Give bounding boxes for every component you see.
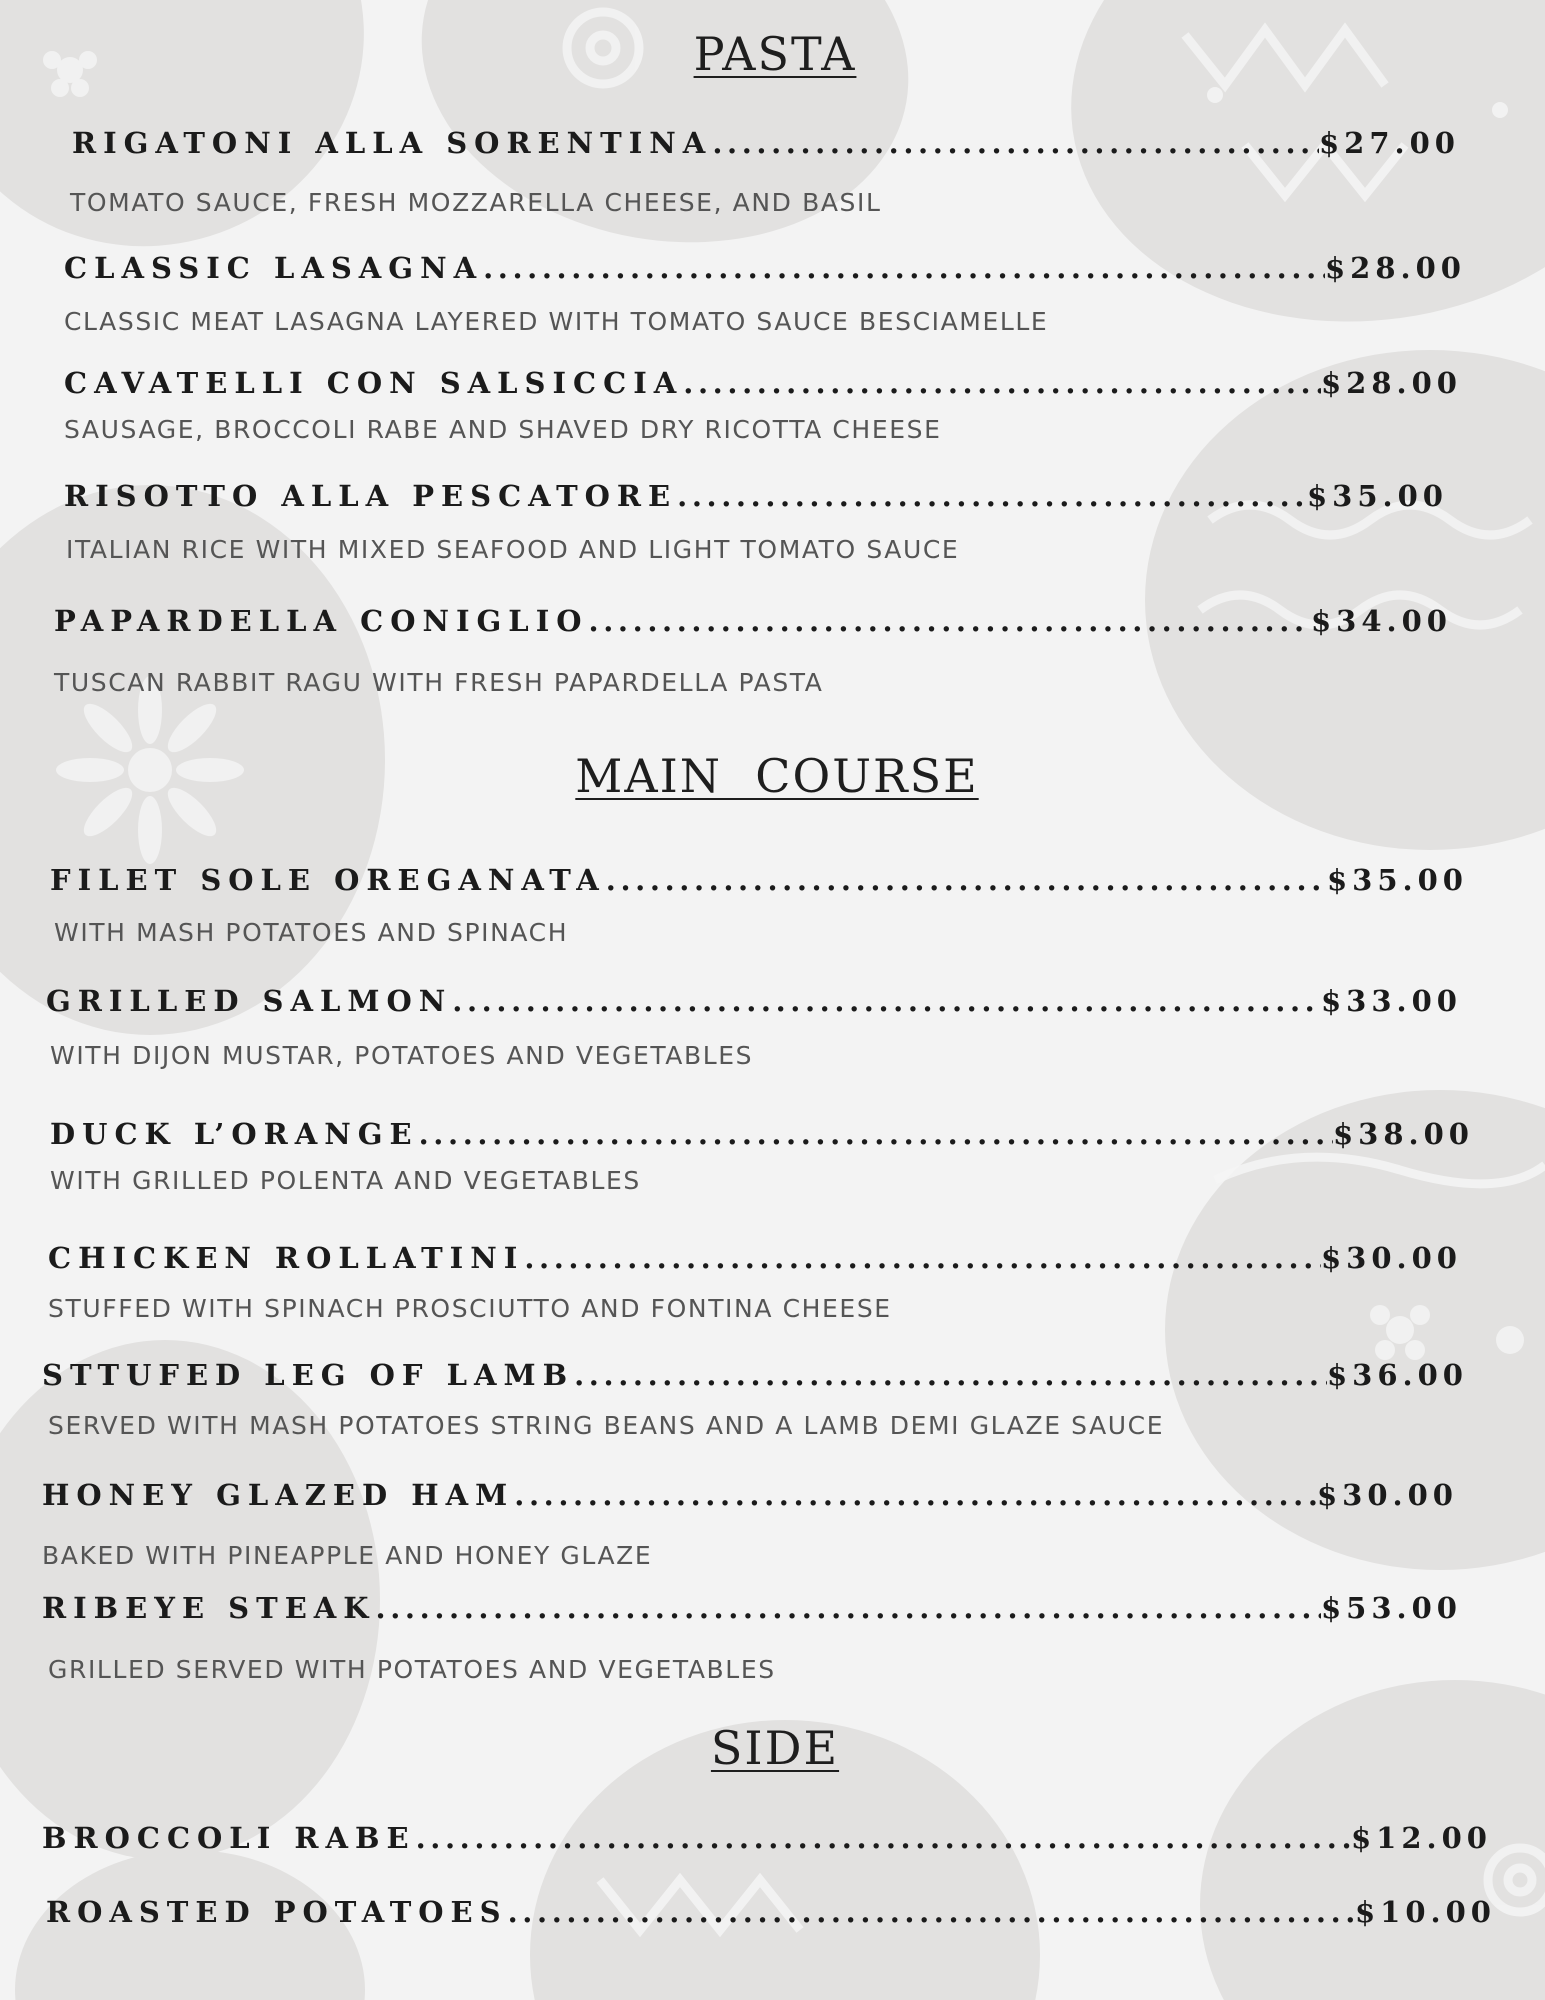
dot-leader xyxy=(508,1894,1355,1930)
dot-leader xyxy=(712,125,1319,161)
dot-leader xyxy=(524,1240,1321,1276)
section-title: PASTA xyxy=(693,27,857,81)
menu-item-price: $10.00 xyxy=(1355,1895,1496,1929)
menu-item-price: $34.00 xyxy=(1311,604,1452,638)
dot-leader xyxy=(589,603,1311,639)
dot-leader xyxy=(683,365,1321,401)
menu-item xyxy=(64,250,1466,286)
section-title: SIDE xyxy=(710,1721,840,1775)
menu-item xyxy=(46,983,1462,1019)
menu-item-description: STUFFED WITH SPINACH PROSCIUTTO AND FONTINA CHEESE xyxy=(48,1294,892,1323)
menu-item-description: TOMATO SAUCE, FRESH MOZZARELLA CHEESE, AND BASIL xyxy=(70,188,882,217)
section-title: MAIN COURSE xyxy=(575,749,979,803)
menu-item-price: $30.00 xyxy=(1317,1478,1458,1512)
dot-leader xyxy=(376,1590,1321,1626)
dot-leader xyxy=(483,250,1325,286)
menu-item xyxy=(42,1820,1492,1856)
menu-item-name: RIGATONI ALLA SORENTINA xyxy=(72,126,713,160)
menu-item xyxy=(42,1590,1462,1626)
menu-item-name: BROCCOLI RABE xyxy=(42,1821,416,1855)
menu-item-description: TUSCAN RABBIT RAGU WITH FRESH PAPARDELLA PASTA xyxy=(54,668,824,697)
menu-item-description: SERVED WITH MASH POTATOES STRING BEANS AND A LAMB DEMI GLAZE SAUCE xyxy=(48,1411,1165,1440)
menu-item xyxy=(42,1357,1468,1393)
menu-item xyxy=(64,365,1462,401)
menu-item-description: WITH DIJON MUSTAR, POTATOES AND VEGETABLES xyxy=(50,1041,754,1070)
menu-item-name: DUCK L’ORANGE xyxy=(50,1117,419,1151)
menu-item-description: SAUSAGE, BROCCOLI RABE AND SHAVED DRY RICOTTA CHEESE xyxy=(64,415,942,444)
dot-leader xyxy=(452,983,1321,1019)
menu-item-price: $33.00 xyxy=(1321,984,1462,1018)
menu-item xyxy=(50,1116,1474,1152)
menu-item-name: PAPARDELLA CONIGLIO xyxy=(54,604,589,638)
menu-item-description: GRILLED SERVED WITH POTATOES AND VEGETABLES xyxy=(48,1655,776,1684)
menu-item-price: $27.00 xyxy=(1319,126,1460,160)
menu-item xyxy=(50,862,1468,898)
menu-item xyxy=(54,603,1452,639)
dot-leader xyxy=(416,1820,1351,1856)
menu-item-price: $28.00 xyxy=(1325,251,1466,285)
menu-item-name: RIBEYE STEAK xyxy=(42,1591,376,1625)
menu-item-name: HONEY GLAZED HAM xyxy=(42,1478,515,1512)
dot-leader xyxy=(677,478,1307,514)
menu-item-name: CHICKEN ROLLATINI xyxy=(48,1241,525,1275)
menu-item-price: $28.00 xyxy=(1321,366,1462,400)
menu-item-description: WITH GRILLED POLENTA AND VEGETABLES xyxy=(50,1166,641,1195)
menu-item-price: $30.00 xyxy=(1321,1241,1462,1275)
menu-item-name: CAVATELLI CON SALSICCIA xyxy=(64,366,684,400)
menu-item-description: BAKED WITH PINEAPPLE AND HONEY GLAZE xyxy=(42,1541,653,1570)
menu-item-name: FILET SOLE OREGANATA xyxy=(50,863,606,897)
menu-item xyxy=(42,1477,1458,1513)
menu-item xyxy=(64,478,1448,514)
menu-item-price: $12.00 xyxy=(1351,1821,1492,1855)
menu-item-price: $35.00 xyxy=(1327,863,1468,897)
menu-item-name: RISOTTO ALLA PESCATORE xyxy=(64,479,678,513)
dot-leader xyxy=(514,1477,1317,1513)
menu-item-price: $35.00 xyxy=(1307,479,1448,513)
menu-item-description: ITALIAN RICE WITH MIXED SEAFOOD AND LIGHT TOMATO SAUCE xyxy=(66,535,960,564)
menu-item-description: CLASSIC MEAT LASAGNA LAYERED WITH TOMATO SAUCE BESCIAMELLE xyxy=(64,307,1049,336)
menu-item-name: CLASSIC LASAGNA xyxy=(64,251,484,285)
menu-item-price: $36.00 xyxy=(1327,1358,1468,1392)
menu-item xyxy=(46,1894,1496,1930)
dot-leader xyxy=(419,1116,1333,1152)
menu-item-name: STTUFED LEG OF LAMB xyxy=(42,1358,575,1392)
dot-leader xyxy=(606,862,1327,898)
menu-item xyxy=(48,1240,1462,1276)
menu-item-name: GRILLED SALMON xyxy=(46,984,453,1018)
menu-item-price: $38.00 xyxy=(1333,1117,1474,1151)
menu-item-price: $53.00 xyxy=(1321,1591,1462,1625)
menu-item-description: WITH MASH POTATOES AND SPINACH xyxy=(54,918,569,947)
dot-leader xyxy=(574,1357,1327,1393)
menu-item-name: ROASTED POTATOES xyxy=(46,1895,508,1929)
menu-item xyxy=(72,125,1460,161)
